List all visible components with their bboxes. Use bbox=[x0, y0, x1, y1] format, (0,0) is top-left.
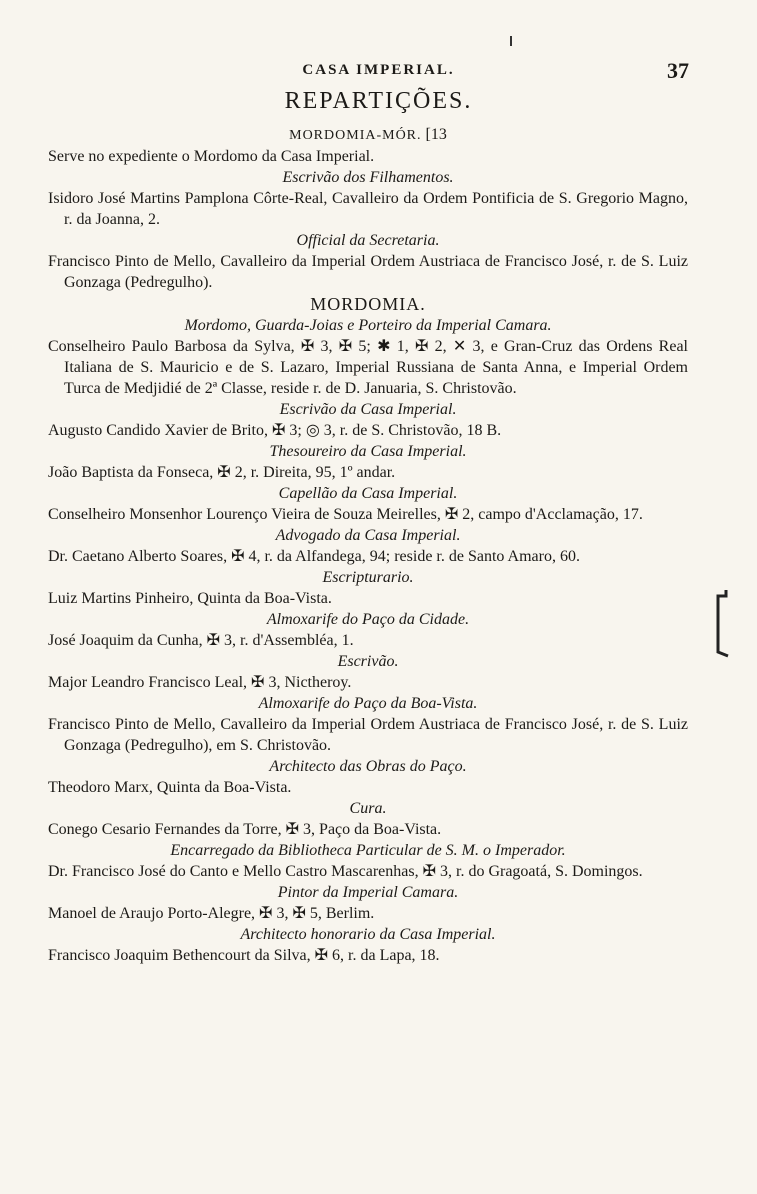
entry-text: João Baptista da Fonseca, ✠ 2, r. Direita, 95, 1º andar. bbox=[48, 464, 396, 481]
mordomia-mor-line bbox=[48, 124, 688, 146]
margin-bracket-mark bbox=[712, 588, 732, 658]
role-heading: Thesoureiro da Casa Imperial. bbox=[269, 443, 467, 460]
role-heading: Almoxarife do Paço da Boa-Vista. bbox=[258, 695, 478, 712]
stray-print-mark bbox=[510, 36, 512, 46]
entry-text: Francisco Pinto de Mello, Cavalleiro da Imperial Ordem Austriaca de Francisco José, r. de S. Luiz Gonzaga (Pedregulho). bbox=[48, 253, 688, 291]
role-heading: Advogado da Casa Imperial. bbox=[275, 527, 461, 544]
mordomia-mor-intro: Serve no expediente o Mordomo da Casa Imperial. bbox=[48, 148, 375, 165]
entry-text: Conselheiro Monsenhor Lourenço Vieira de Souza Meirelles, ✠ 2, campo d'Acclamação, 17. bbox=[48, 506, 643, 523]
entry-text: Luiz Martins Pinheiro, Quinta da Boa-Vista. bbox=[48, 590, 332, 607]
role-heading: Pintor da Imperial Camara. bbox=[277, 884, 459, 901]
entry-text: Isidoro José Martins Pamplona Côrte-Real, Cavalleiro da Ordem Pontificia de S. Gregorio Magno, r. da Joanna, 2. bbox=[48, 190, 688, 228]
entry-text: Theodoro Marx, Quinta da Boa-Vista. bbox=[48, 779, 292, 796]
page-number: 37 bbox=[667, 58, 689, 83]
entry-text: Francisco Pinto de Mello, Cavalleiro da Imperial Ordem Austriaca de Francisco José, r. de S. Luiz Gonzaga (Pedregulho), em S. Christovão. bbox=[48, 716, 688, 754]
role-heading: Escrivão dos Filhamentos. bbox=[282, 169, 454, 186]
role-heading: Architecto das Obras do Paço. bbox=[269, 758, 467, 775]
role-heading: Almoxarife do Paço da Cidade. bbox=[266, 611, 470, 628]
entry-text: Dr. Caetano Alberto Soares, ✠ 4, r. da Alfandega, 94; reside r. de Santo Amaro, 60. bbox=[48, 548, 580, 565]
entry-text: Manoel de Araujo Porto-Alegre, ✠ 3, ✠ 5, Berlim. bbox=[48, 905, 375, 922]
mordomia-mor-label: MORDOMIA-MÓR. bbox=[289, 128, 422, 143]
mordomia-mor-count: [13 bbox=[425, 126, 447, 143]
entry-text: Augusto Candido Xavier de Brito, ✠ 3; ◎ 3, r. de S. Christovão, 18 B. bbox=[48, 422, 502, 439]
entry-text: Major Leandro Francisco Leal, ✠ 3, Nictheroy. bbox=[48, 674, 352, 691]
entry-text: José Joaquim da Cunha, ✠ 3, r. d'Assembléa, 1. bbox=[48, 632, 354, 649]
role-heading: Architecto honorario da Casa Imperial. bbox=[240, 926, 496, 943]
role-heading: Encarregado da Bibliotheca Particular de S. M. o Imperador. bbox=[170, 842, 566, 859]
role-heading: Official da Secretaria. bbox=[296, 232, 440, 249]
mordomia-heading: MORDOMIA. bbox=[310, 294, 426, 314]
document-body bbox=[48, 124, 688, 966]
running-title: CASA IMPERIAL. bbox=[302, 62, 455, 78]
entry-text: Francisco Joaquim Bethencourt da Silva, ✠ 6, r. da Lapa, 18. bbox=[48, 947, 440, 964]
entry-text: Conego Cesario Fernandes da Torre, ✠ 3, Paço da Boa-Vista. bbox=[48, 821, 442, 838]
page-header bbox=[0, 58, 757, 88]
entry-text: Conselheiro Paulo Barbosa da Sylva, ✠ 3, ✠ 5; ✱ 1, ✠ 2, ✕ 3, e Gran-Cruz das Ordens Real Italiana de S. Mauricio e de S. Lazaro, Imperial Russiana de Santa Anna, e Imperial Ordem Turca de Medjidié de 2ª Classe, reside r. de D. Januaria, S. Christovão. bbox=[48, 338, 688, 397]
role-heading: Escripturario. bbox=[322, 569, 414, 586]
role-heading: Cura. bbox=[349, 800, 387, 817]
section-title: REPARTIÇÕES. bbox=[284, 88, 473, 114]
role-heading: Capellão da Casa Imperial. bbox=[278, 485, 458, 502]
role-heading: Escrivão. bbox=[337, 653, 399, 670]
role-heading: Mordomo, Guarda-Joias e Porteiro da Imperial Camara. bbox=[184, 317, 552, 334]
role-heading: Escrivão da Casa Imperial. bbox=[279, 401, 457, 418]
entry-text: Dr. Francisco José do Canto e Mello Castro Mascarenhas, ✠ 3, r. do Gragoatá, S. Domingos. bbox=[48, 863, 643, 880]
